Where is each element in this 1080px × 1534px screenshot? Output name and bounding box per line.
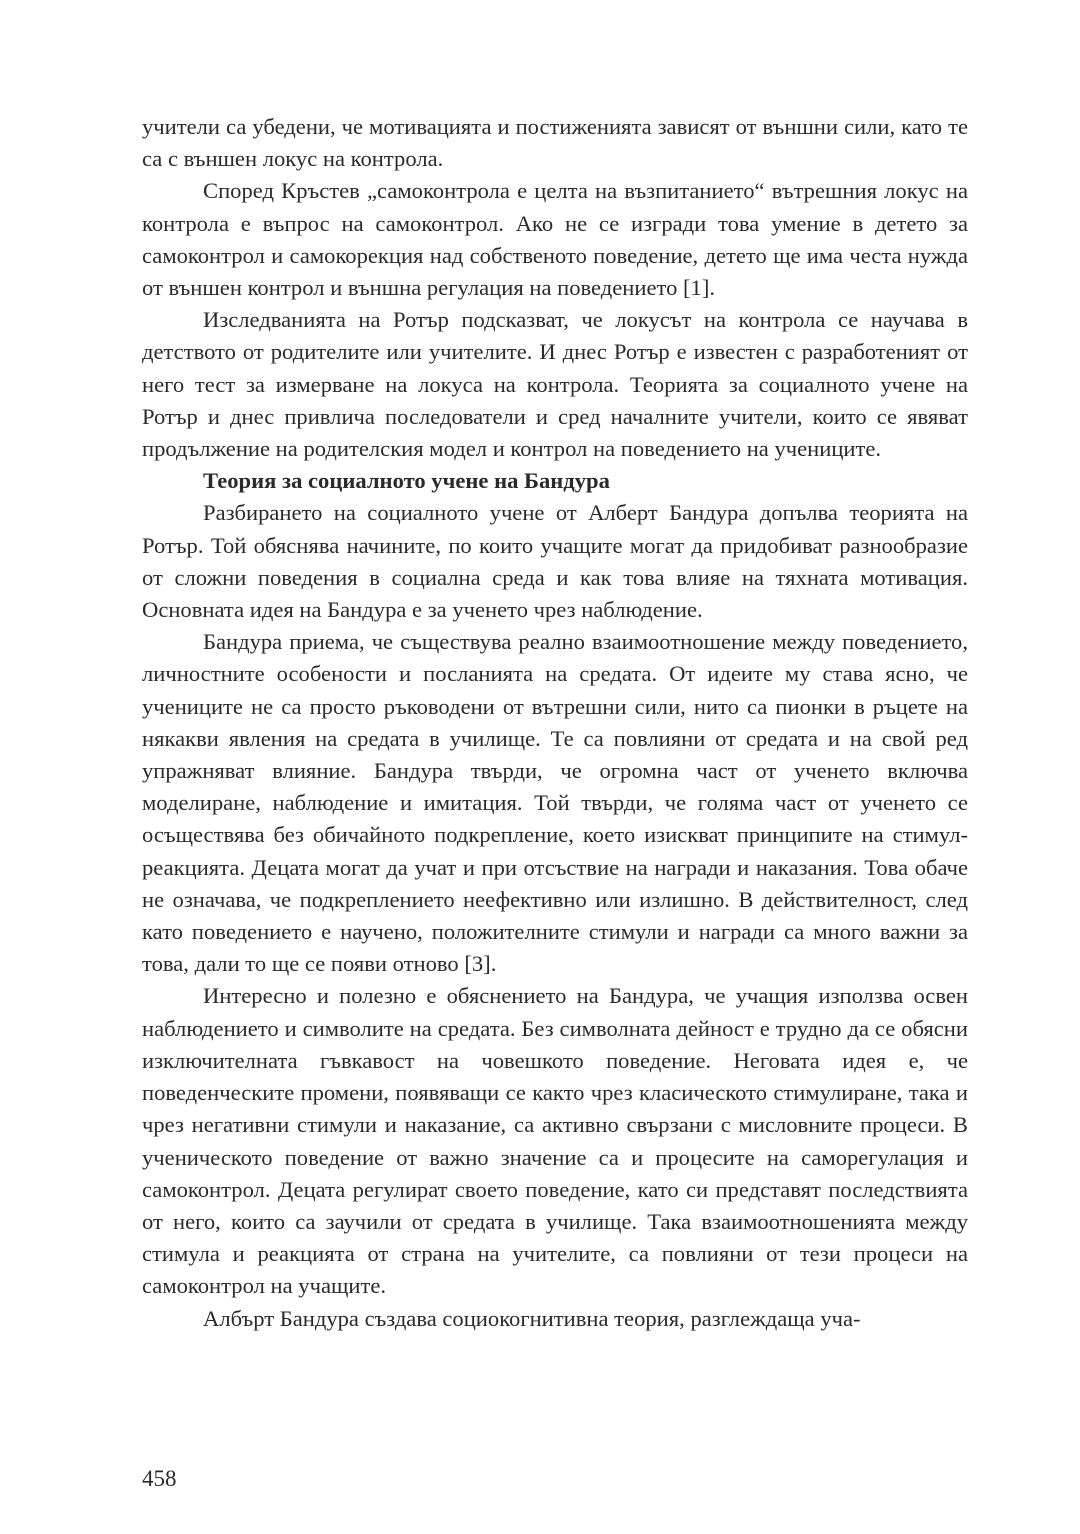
page-body	[142, 111, 968, 1335]
paragraph-bandura-theory: Албърт Бандура създава социокогнитивна теория, разглеждаща уча-	[203, 1305, 861, 1331]
paragraph-continued: учители са убедени, че мотивацията и постиженията зависят от външни сили, като те са с външен локус на контрола.	[142, 114, 968, 172]
paragraph-bandura-intro: Разбирането на социалното учене от Алберт Бандура допълва теорията на Ротър. Той обяснява начините, по които учащите могат да придобиват разнообразие от сложни поведения в социална среда и как това влияе на тяхната мотивация. Основната идея на Бандура е за ученето чрез наблюдение.	[142, 500, 968, 623]
paragraph-bandura-symbols: Интересно и полезно е обяснението на Бандура, че учащия използва освен наблюдението и символите на средата. Без символната дейност е трудно да се обясни изключителната гъвкавост на човешкото поведение. Неговата идея е, че поведенческите промени, появяващи се както чрез класическото стимулиране, така и чрез негативни стимули и наказание, са активно свързани с мисловните процеси. В ученическото поведение от важно значение са и процесите на саморегулация и самоконтрол. Децата регулират своето поведение, като си представят последствията от него, които са заучили от средата в училище. Така взаимоотношенията между стимула и реакцията от страна на учителите, са повлияни от тези процеси на самоконтрол на учащите.	[142, 983, 968, 1299]
page-number: 458	[142, 1466, 177, 1491]
paragraph-bandura-interaction: Бандура приема, че съществува реално взаимоотношение между поведението, личностните особености и посланията на средата. От идеите му става ясно, че учениците не са просто ръководени от вътрешни сили, нито са пионки в ръцете на някакви явления на средата в училище. Те са повлияни от средата и на свой ред упражняват влияние. Бандура твърди, че огромна част от ученето включва моделиране, наблюдение и имитация. Той твърди, че голяма част от ученето се осъществява без обичайното подкрепление, което изискват принципите на стимул-реакцията. Децата могат да учат и при отсъствие на награди и наказания. Това обаче не означава, че подкреплението неефективно или излишно. В действителност, след като поведението е научено, положителните стимули и награди са много важни за това, дали то ще се появи отново [3].	[142, 629, 968, 977]
paragraph-krastev: Според Кръстев „самоконтрола е целта на възпитанието“ вътрешния локус на контрола е въпрос на самоконтрол. Ако не се изгради това умение в детето за самоконтрол и самокорекция над собственото поведение, детето ще има честа нужда от външен контрол и външна регулация на поведението [1].	[142, 178, 968, 301]
section-heading: Теория за социалното учене на Бандура	[203, 468, 610, 494]
paragraph-rotter: Изследванията на Ротър подсказват, че локусът на контрола се научава в детството от родителите или учителите. И днес Ротър е известен с разработеният от него тест за измерване на локуса на контрола. Теорията за социалното учене на Ротър и днес привлича последователи и сред началните учители, които се явяват продължение на родителския модел и контрол на поведението на учениците.	[142, 307, 968, 462]
